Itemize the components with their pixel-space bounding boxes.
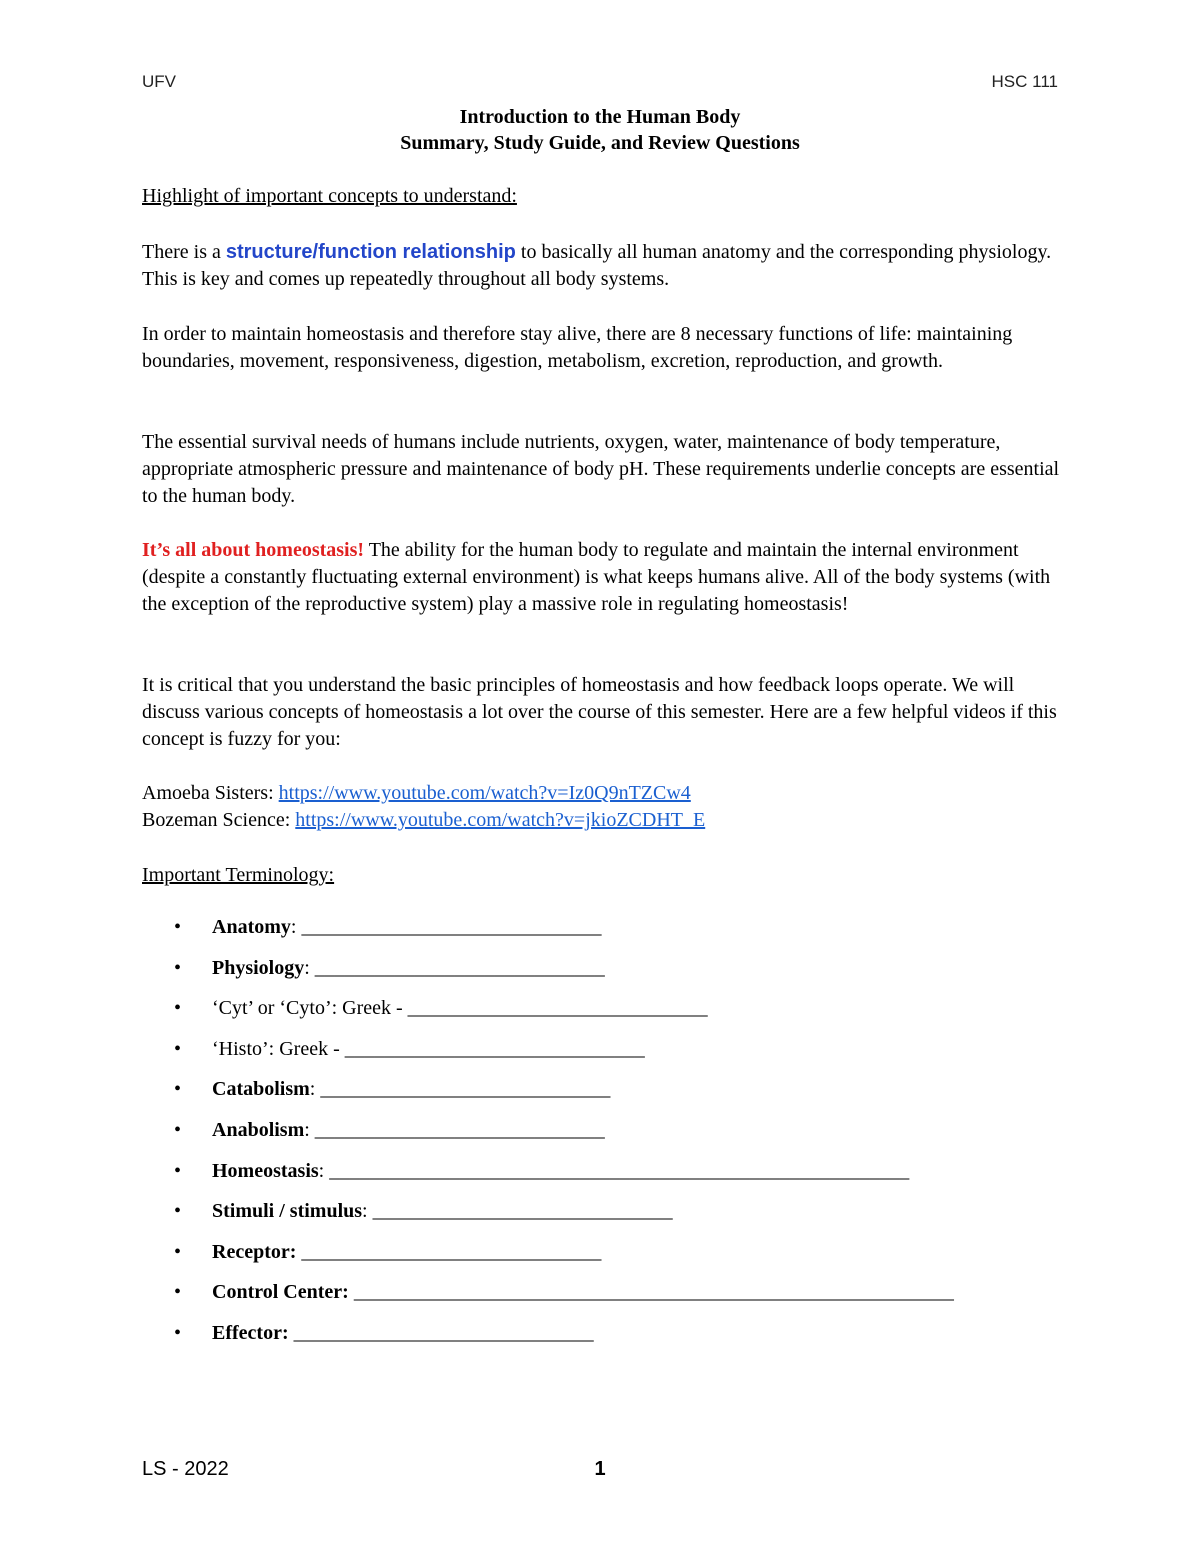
term-stimulus bbox=[142, 1198, 1062, 1239]
term-histo bbox=[142, 1036, 1062, 1077]
term-label: Control Center: bbox=[212, 1281, 349, 1304]
term-homeostasis bbox=[142, 1158, 1062, 1199]
bozeman-science-link[interactable]: https://www.youtube.com/watch?v=jkioZCDHT_E bbox=[295, 809, 706, 831]
term-anatomy bbox=[142, 914, 1062, 955]
video-link-amoeba-sisters bbox=[142, 780, 1062, 807]
amoeba-sisters-link[interactable]: https://www.youtube.com/watch?v=Iz0Q9nTZCw4 bbox=[278, 782, 691, 804]
term-blank: : ______________________________ bbox=[290, 916, 602, 938]
term-blank: : __________________________________________________________ bbox=[318, 1159, 910, 1182]
paragraph-functions-of-life: In order to maintain homeostasis and therefore stay alive, there are 8 necessary functions of life: maintaining boundaries, movement, responsiveness, digestion, metabolism, excretion, reproduction, and growth. bbox=[142, 323, 1013, 372]
term-effector bbox=[142, 1320, 1062, 1361]
footer-author-year: LS - 2022 bbox=[142, 1458, 229, 1480]
terminology-list bbox=[142, 914, 1062, 1361]
term-blank: ‘Cyt’ or ‘Cyto’: Greek - ______________________________ bbox=[212, 997, 708, 1020]
term-label: Catabolism bbox=[212, 1078, 310, 1101]
p1-post: to basically all human anatomy and the corresponding physiology. This is key and comes up repeatedly throughout all body systems. bbox=[142, 241, 1052, 290]
bullet-icon: • bbox=[174, 916, 182, 938]
terminology-heading: Important Terminology: bbox=[142, 864, 335, 886]
structure-function-highlight: structure/function relationship bbox=[225, 241, 516, 263]
term-cyto bbox=[142, 995, 1062, 1036]
document-title: Introduction to the Human Body bbox=[459, 106, 741, 128]
highlight-heading: Highlight of important concepts to understand: bbox=[142, 185, 517, 207]
p1-pre: There is a bbox=[142, 241, 226, 263]
bullet-icon: • bbox=[174, 1078, 182, 1101]
video-label: Bozeman Science: bbox=[142, 809, 296, 831]
page-number: 1 bbox=[594, 1458, 606, 1480]
bullet-icon: • bbox=[174, 1240, 182, 1263]
term-blank: ‘Histo’: Greek - ______________________________ bbox=[212, 1037, 645, 1060]
bullet-icon: • bbox=[174, 1159, 182, 1182]
bullet-icon: • bbox=[174, 997, 182, 1020]
term-blank: ______________________________ bbox=[296, 1240, 602, 1263]
term-label: Receptor: bbox=[212, 1240, 297, 1263]
paragraph-survival-needs: The essential survival needs of humans include nutrients, oxygen, water, maintenance of body temperature, appropriate atmospheric pressure and maintenance of body pH. These requirements underlie concepts are essential to the human body. bbox=[142, 431, 1060, 507]
bullet-icon: • bbox=[174, 1118, 182, 1141]
term-label: Anatomy bbox=[212, 916, 291, 938]
term-blank: ____________________________________________________________ bbox=[348, 1281, 954, 1304]
video-link-bozeman-science bbox=[142, 807, 1062, 834]
video-label: Amoeba Sisters: bbox=[142, 782, 279, 804]
homeostasis-highlight: It’s all about homeostasis! bbox=[142, 539, 365, 561]
document-subtitle: Summary, Study Guide, and Review Questions bbox=[400, 132, 800, 154]
paragraph-feedback-loops: It is critical that you understand the basic principles of homeostasis and how feedback loops operate. We will discuss various concepts of homeostasis a lot over the course of this semester. Here are a few helpful videos if this concept is fuzzy for you: bbox=[142, 674, 1057, 750]
bullet-icon: • bbox=[174, 1321, 182, 1344]
term-blank: : _____________________________ bbox=[304, 1118, 605, 1141]
term-label: Anabolism bbox=[212, 1118, 305, 1141]
bullet-icon: • bbox=[174, 1200, 182, 1223]
term-label: Homeostasis bbox=[212, 1159, 319, 1182]
header-course-institution: UFV bbox=[142, 72, 176, 91]
bullet-icon: • bbox=[174, 1281, 182, 1304]
term-physiology bbox=[142, 955, 1062, 996]
term-receptor bbox=[142, 1239, 1062, 1280]
term-blank: : _____________________________ bbox=[304, 956, 605, 979]
term-catabolism bbox=[142, 1076, 1062, 1117]
term-anabolism bbox=[142, 1117, 1062, 1158]
paragraph-homeostasis bbox=[142, 537, 1062, 618]
term-control-center bbox=[142, 1279, 1062, 1320]
header-course-code: HSC 111 bbox=[991, 72, 1058, 91]
term-blank: ______________________________ bbox=[288, 1321, 594, 1344]
paragraph-structure-function bbox=[142, 239, 1062, 293]
p4-post: The ability for the human body to regulate and maintain the internal environment (despite a constantly fluctuating external environment) is what keeps humans alive. All of the body systems (with the exception of the reproductive system) play a massive role in regulating homeostasis! bbox=[142, 539, 1051, 615]
term-blank: : _____________________________ bbox=[309, 1078, 611, 1101]
term-label: Effector: bbox=[212, 1321, 289, 1344]
bullet-icon: • bbox=[174, 956, 182, 979]
term-blank: : ______________________________ bbox=[362, 1200, 673, 1223]
term-label: Physiology bbox=[212, 956, 305, 979]
bullet-icon: • bbox=[174, 1037, 182, 1060]
term-label: Stimuli / stimulus bbox=[212, 1200, 363, 1223]
